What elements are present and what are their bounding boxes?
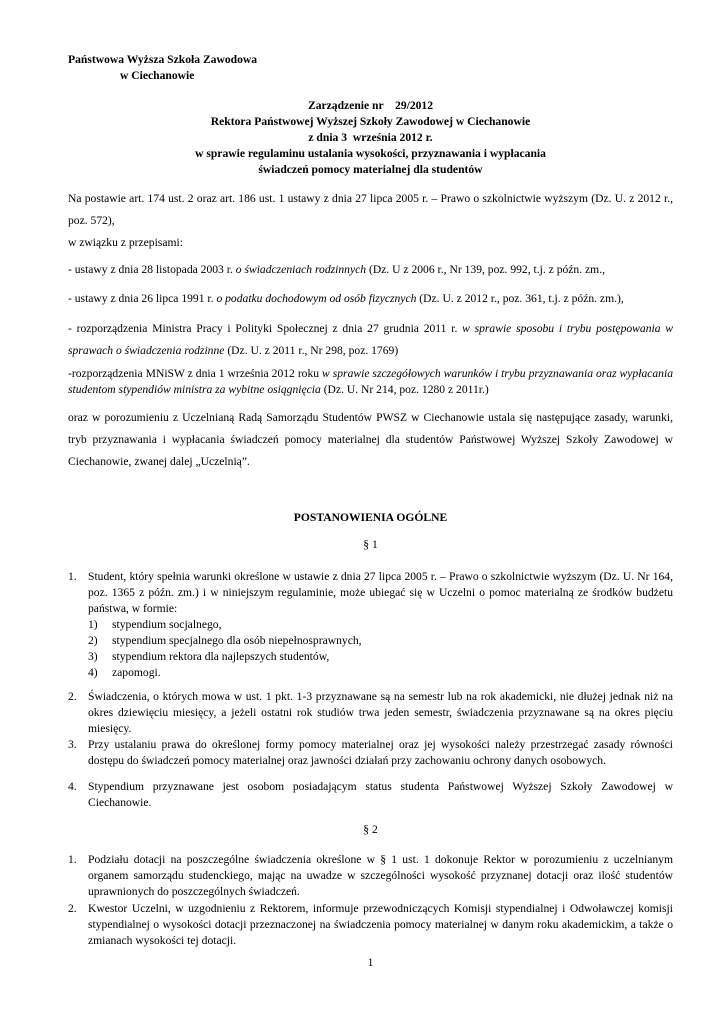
- agreement-clause: oraz w porozumieniu z Uczelnianą Radą Samorządu Studentów PWSZ w Ciechanowie ustala się następujące zasady, warunki, tryb przyznawania i wypłacania świadczeń pomocy materialnej dla studentów Państwowej Wyższej Szkoły Zawodowej w Ciechanowie, zwanej dalej „Uczelnią”.: [68, 411, 673, 468]
- form-item: stypendium rektora dla najlepszych studentów,: [112, 650, 330, 663]
- item-number: 2.: [68, 902, 77, 915]
- title-line-3: z dnia 3 września 2012 r.: [308, 131, 433, 144]
- form-number: 3): [88, 650, 98, 663]
- form-number: 4): [88, 666, 98, 679]
- list-item: Stypendium przyznawane jest osobom posiadającym status studenta Państwowej Wyższej Szkoły Zawodowej w Ciechanowie.: [88, 780, 673, 809]
- list-item: Podziału dotacji na poszczególne świadczenia określone w § 1 ust. 1 dokonuje Rektor w porozumieniu z uczelnianym organem samorządu studenckiego, mając na uwadze w szczególności wysokość przyznanej dotacji oraz ilość studentów uprawnionych do poszczególnych świadczeń.: [88, 853, 673, 898]
- title-line-5: świadczeń pomocy materialnej dla studentów: [258, 163, 483, 176]
- legal-basis: Na postawie art. 174 ust. 2 oraz art. 186 ust. 1 ustawy z dnia 27 lipca 2005 r. – Prawo o szkolnictwie wyższym (Dz. U. z 2012 r., poz. 572),: [68, 192, 673, 227]
- section-heading: POSTANOWIENIA OGÓLNE: [293, 511, 448, 524]
- item-number: 1.: [68, 570, 77, 583]
- paragraph-2-symbol: § 2: [363, 823, 378, 836]
- title-line-2: Rektora Państwowej Wyższej Szkoły Zawodowej w Ciechanowie: [210, 115, 531, 128]
- page-number: 1: [367, 956, 374, 969]
- item-number: 1.: [68, 853, 77, 866]
- institution-city: w Ciechanowie: [120, 69, 195, 82]
- item-number: 2.: [68, 690, 77, 703]
- title-line-4: w sprawie regulaminu ustalania wysokości, przyznawania i wypłacania: [195, 147, 546, 160]
- legal-act-1: - ustawy z dnia 28 listopada 2003 r. o świadczeniach rodzinnych (Dz. U z 2006 r., Nr 139, poz. 992, t.j. z późn. zm.,: [68, 263, 605, 276]
- title-line-1: Zarządzenie nr 29/2012: [307, 99, 434, 112]
- legal-act-3: - rozporządzenia Ministra Pracy i Polityki Społecznej z dnia 27 grudnia 2011 r. w sprawie sposobu i trybu postępowania w sprawach o świadczenia rodzinne (Dz. U. z 2011 r., Nr 298, poz. 1769): [68, 322, 674, 357]
- form-item: stypendium specjalnego dla osób niepełnosprawnych,: [112, 634, 362, 647]
- list-item: Świadczenia, o których mowa w ust. 1 pkt. 1-3 przyznawane są na semestr lub na rok akademicki, nie dłużej jednak niż na okres dziewięciu miesięcy, a jeżeli ostatni rok studiów trwa jeden semestr, świadczenia przyznawane są na okres pięciu miesięcy.: [88, 690, 673, 735]
- document-title: [68, 98, 673, 178]
- legal-act-4: -rozporządzenia MNiSW z dnia 1 września 2012 roku w sprawie szczegółowych warunków i trybu przyznawania oraz wypłacania studentom stypendiów ministra za wybitne osiągnięcia (Dz. U. Nr 214, poz. 1280 z 2011r.): [68, 367, 673, 396]
- item-number: 4.: [68, 780, 77, 793]
- paragraph-1-symbol: § 1: [363, 538, 378, 551]
- form-number: 1): [88, 618, 98, 631]
- legal-basis-intro: w związku z przepisami:: [68, 236, 183, 249]
- list-item: Kwestor Uczelni, w uzgodnieniu z Rektorem, informuje przewodniczących Komisji stypendialnej i Odwoławczej komisji stypendialnej o wysokości dotacji przeznaczonej na świadczenia pomocy materialnej w danym roku akademickim, a także o zmianach wysokości tej dotacji.: [88, 902, 673, 947]
- institution-name: Państwowa Wyższa Szkoła Zawodowa: [68, 53, 258, 66]
- list-item: Przy ustalaniu prawa do określonej formy pomocy materialnej oraz jej wysokości należy przestrzegać zasady równości dostępu do świadczeń pomocy materialnej oraz jawności działań przy zachowaniu ochrony danych osobowych.: [88, 738, 673, 767]
- form-item: stypendium socjalnego,: [112, 618, 222, 631]
- legal-act-2: - ustawy z dnia 26 lipca 1991 r. o podatku dochodowym od osób fizycznych (Dz. U. z 2012 r., poz. 361, t.j. z późn. zm.),: [68, 292, 624, 305]
- form-item: zapomogi.: [112, 666, 161, 679]
- list-item: Student, który spełnia warunki określone w ustawie z dnia 27 lipca 2005 r. – Prawo o szkolnictwie wyższym (Dz. U. Nr 164, poz. 1365 z późn. zm.) i w niniejszym regulaminie, może ubiegać się w Uczelni o pomoc materialną ze środków budżetu państwa, w formie:: [88, 570, 673, 615]
- form-number: 2): [88, 634, 98, 647]
- item-number: 3.: [68, 738, 77, 751]
